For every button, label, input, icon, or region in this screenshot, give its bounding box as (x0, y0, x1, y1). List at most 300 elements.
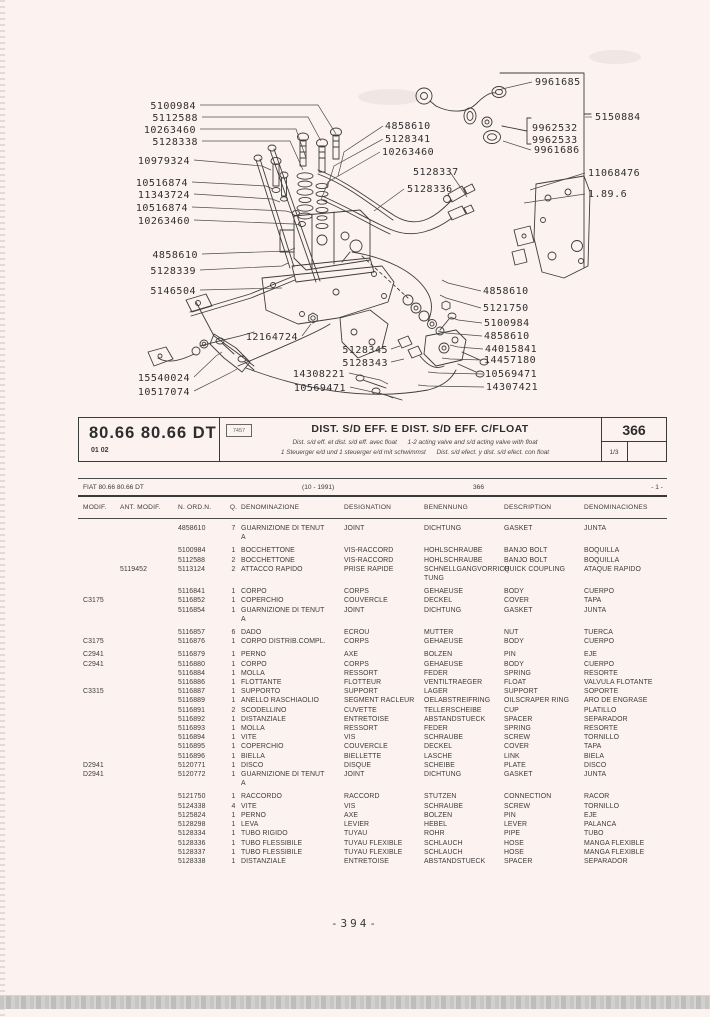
cell-q: 2 (231, 556, 236, 564)
column-header-it: DENOMINAZIONE (241, 504, 300, 511)
cell-de: VENTILTRAEGER (424, 679, 483, 687)
table-row (78, 715, 667, 724)
cell-q: 1 (231, 771, 236, 779)
leader-line (391, 359, 404, 362)
part-number-label: 15540024 (137, 373, 190, 384)
cell-m (83, 829, 120, 838)
cell-it: MOLLA (241, 669, 265, 677)
cell-es: BOQUILLA (584, 547, 620, 555)
cell-it: BIELLA (241, 752, 265, 760)
cell-es: MANGA FLEXIBLE (584, 839, 645, 847)
part-number-label: 10516874 (135, 178, 188, 189)
part-number-label: 1.89.6 (588, 189, 628, 200)
part-number-label: 10263460 (143, 125, 196, 136)
leader-line (530, 173, 585, 190)
cell-m (83, 696, 120, 705)
section-subtitle-2: 1 Steuerger e/d und 1 steuerger e/d mit schwimmst Dist. s/d efect. y dist. s/d efect. con float (280, 449, 550, 456)
table-row (78, 742, 667, 751)
part-number-label: 5128343 (342, 358, 388, 369)
cell-m (83, 792, 120, 801)
cell-en: SPRING (504, 725, 532, 733)
cell-es: TAPA (584, 743, 602, 751)
cell-m (83, 606, 120, 624)
cell-en: BODY (504, 660, 524, 668)
cell-n: 5116876 (178, 638, 206, 646)
info-model: FIAT 80.66 80.66 DT (83, 484, 144, 491)
cell-en: GASKET (504, 771, 533, 779)
leader-line (442, 280, 481, 291)
cell-fr: VIS-RACCORD (344, 547, 394, 555)
parts-diagram (0, 0, 710, 412)
column-header-q: Q. (229, 504, 238, 511)
cell-n: 5116886 (178, 679, 206, 687)
cell-fr: VIS (344, 802, 356, 810)
cell-de: ROHR (424, 830, 445, 838)
cell-es: CUERPO (584, 588, 615, 596)
cell-es: ATAQUE RAPIDO (584, 565, 641, 573)
part-number-label: 10569471 (485, 369, 538, 380)
cell-q: 2 (231, 706, 236, 714)
cell-fr: JOINT (344, 606, 365, 614)
table-header-row (78, 495, 667, 519)
info-sheet-index: - 1 - (651, 484, 663, 491)
part-number-label: 4858610 (152, 250, 198, 261)
cell-es: SOPORTE (584, 688, 619, 696)
cell-it: VITE (241, 802, 257, 810)
cell-de: FEDER (424, 725, 448, 733)
part-number-label: 5121750 (483, 303, 529, 314)
cell-m (83, 811, 120, 820)
cell-it: PERNO (241, 811, 267, 819)
cell-it: ANELLO RASCHIAOLIO (241, 697, 320, 705)
part-number-label: 5100984 (484, 318, 530, 329)
cell-de: GEHAEUSE (424, 660, 464, 668)
cell-en: BANJO BOLT (504, 556, 548, 564)
cell-a (120, 733, 178, 742)
cell-es: BIELA (584, 752, 605, 760)
cell-fr: TUYAU (344, 830, 368, 838)
leader-line (194, 352, 222, 377)
cell-en: PIPE (504, 830, 521, 838)
cell-n: 5116895 (178, 743, 206, 751)
cell-q: 1 (231, 697, 236, 705)
cell-m (83, 802, 120, 811)
table-row (78, 829, 667, 838)
info-page-ref: 366 (473, 484, 485, 491)
cell-en: SPRING (504, 669, 532, 677)
leader-line (200, 288, 282, 290)
cell-q: 1 (231, 743, 236, 751)
cell-en: COVER (504, 597, 530, 605)
cell-n: 5121750 (178, 793, 206, 801)
cell-en: PIN (504, 651, 516, 659)
cell-en: SCREW (504, 734, 531, 742)
cell-n: 5116879 (178, 651, 206, 659)
part-number-label: 44015841 (485, 344, 538, 355)
leader-line (450, 345, 483, 349)
part-number-label: 14308221 (292, 369, 345, 380)
cell-n: 5100984 (178, 547, 206, 555)
leader-line (374, 189, 404, 211)
cell-es: SEPARADOR (584, 857, 628, 865)
cell-q: 1 (231, 761, 236, 769)
cell-m (83, 848, 120, 857)
leader-line (194, 220, 300, 225)
cell-it: DADO (241, 629, 262, 637)
cell-de: SCHLAUCH (424, 839, 463, 847)
cell-fr: AXE (344, 811, 359, 819)
cell-n: 5128337 (178, 848, 206, 856)
cell-m: C3315 (83, 688, 104, 696)
table-row (78, 752, 667, 761)
part-number-label: 10517074 (137, 387, 190, 398)
cell-de: SCHLAUCH (424, 848, 463, 856)
table-row (78, 820, 667, 829)
section-page-ref: 366 (622, 422, 646, 438)
cell-it: TUBO FLESSIBILE (241, 848, 303, 856)
cell-it: MOLLA (241, 725, 265, 733)
part-number-label: 11068476 (588, 168, 641, 179)
cell-a (120, 546, 178, 555)
cell-m (83, 715, 120, 724)
cell-de: HOHLSCHRAUBE (424, 547, 483, 555)
section-title: DIST. S/D EFF. E DIST. S/D EFF. C/FLOAT (311, 423, 529, 435)
cell-de: BOLZEN (424, 651, 453, 659)
cell-n: 5128298 (178, 821, 206, 829)
cell-es: DISCO (584, 761, 607, 769)
column-header-en: DESCRIPTION (504, 504, 552, 511)
cell-it: SCODELLINO (241, 706, 287, 714)
cell-en: HOSE (504, 848, 524, 856)
cell-it: TUBO RIGIDO (241, 830, 288, 838)
cell-en: HOSE (504, 839, 524, 847)
cell-fr: RACCORD (344, 793, 380, 801)
table-body (78, 519, 667, 866)
cell-en: PIN (504, 811, 516, 819)
leader-line (321, 152, 380, 200)
cell-q: 1 (231, 660, 236, 668)
part-number-label: 12164724 (245, 332, 298, 343)
table-row (78, 587, 667, 596)
cell-de: MUTTER (424, 629, 454, 637)
table-row (78, 724, 667, 733)
table-row (78, 857, 667, 866)
cell-a (120, 524, 178, 542)
table-row (78, 546, 667, 555)
cell-es: EJE (584, 651, 597, 659)
cell-en: CONNECTION (504, 793, 552, 801)
cell-n: 5116841 (178, 588, 206, 596)
part-number-label: 4858610 (483, 286, 529, 297)
cell-a (120, 792, 178, 801)
cell-en: BANJO BOLT (504, 547, 548, 555)
cell-fr: COUVERCLE (344, 743, 388, 751)
cell-q: 1 (231, 734, 236, 742)
part-number-label: 5100984 (150, 101, 196, 112)
leader-line (192, 207, 293, 213)
cell-it: CORPO DISTRIB.COMPL. (241, 638, 326, 646)
cell-de: DECKEL (424, 743, 453, 751)
leader-line (524, 194, 585, 203)
cell-n: 5120771 (178, 761, 206, 769)
cell-a (120, 742, 178, 751)
table-row (78, 811, 667, 820)
cell-a (120, 715, 178, 724)
cell-es: JUNTA (584, 771, 607, 779)
cell-a (120, 820, 178, 829)
cell-de: ABSTANDSTUECK (424, 715, 486, 723)
table-row (78, 650, 667, 659)
cell-m (83, 678, 120, 687)
cell-fr: CORPS (344, 660, 370, 668)
cell-de: HOHLSCHRAUBE (424, 556, 483, 564)
cell-m (83, 857, 120, 866)
table-row (78, 706, 667, 715)
part-number-label: 9961686 (534, 145, 580, 156)
info-date-range: (10 - 1991) (302, 484, 335, 491)
cell-fr: JOINT (344, 771, 365, 779)
cell-m: C3175 (83, 638, 104, 646)
header-box (78, 417, 667, 462)
cell-n: 5128338 (178, 857, 206, 865)
cell-m (83, 706, 120, 715)
cell-n: 5113124 (178, 565, 206, 573)
cell-m (83, 669, 120, 678)
cell-de: HEBEL (424, 821, 448, 829)
section-subtitle-1: Dist. s/d eff. et dist. s/d eff. avec float 1-2 acting valve and s/d acting valve with float (292, 439, 538, 446)
part-number-label: 5128341 (385, 134, 431, 145)
cell-fr: FLOTTEUR (344, 679, 382, 687)
cell-en: GASKET (504, 525, 533, 532)
cell-q: 1 (231, 857, 236, 865)
cell-fr: ENTRETOISE (344, 857, 389, 865)
cell-m: C2941 (83, 651, 104, 659)
cell-fr: ENTRETOISE (344, 715, 389, 723)
table-row (78, 687, 667, 696)
cell-a (120, 706, 178, 715)
cell-n: 5112588 (178, 556, 206, 564)
part-number-label: 5146504 (150, 286, 196, 297)
cell-n: 5116893 (178, 725, 206, 733)
cell-fr: VIS-RACCORD (344, 556, 394, 564)
cell-it: PERNO (241, 651, 267, 659)
cell-it: COPERCHIO (241, 743, 284, 751)
cell-de: DICHTUNG (424, 525, 462, 532)
cell-it: BOCCHETTONE (241, 547, 295, 555)
part-number-label: 5128339 (150, 266, 196, 277)
cell-a (120, 761, 178, 770)
cell-q: 1 (231, 848, 236, 856)
table-row (78, 596, 667, 605)
scan-smudge (358, 89, 422, 105)
cell-n: 5116892 (178, 715, 206, 723)
cell-en: SPACER (504, 857, 533, 865)
table-row (78, 792, 667, 801)
cell-q: 1 (231, 547, 236, 555)
cell-es: TUERCA (584, 629, 613, 637)
cell-es: TORNILLO (584, 734, 620, 742)
cell-fr: JOINT (344, 525, 365, 532)
column-header-n: N. ORD.N. (178, 504, 212, 511)
cell-n: 5116884 (178, 669, 206, 677)
leader-line (192, 182, 273, 189)
cell-n: 5120772 (178, 771, 206, 779)
cell-m (83, 820, 120, 829)
cell-a (120, 752, 178, 761)
cell-q: 1 (231, 793, 236, 801)
part-number-label: 10263460 (137, 216, 190, 227)
cell-en: CUP (504, 706, 519, 714)
column-header-m: MODIF. (83, 504, 107, 511)
part-number-label: 10263460 (382, 147, 435, 158)
column-header-a: ANT. MODIF. (120, 504, 161, 511)
cell-es: PLATILLO (584, 706, 617, 714)
leader-line (200, 105, 336, 134)
cell-q: 1 (231, 588, 236, 596)
cell-n: 4858610 (178, 525, 206, 532)
cell-es: TORNILLO (584, 802, 620, 810)
cell-es: TUBO (584, 830, 604, 838)
cell-m (83, 733, 120, 742)
cell-q: 1 (231, 688, 236, 696)
cell-m: C2941 (83, 660, 104, 668)
cell-de: SCHRAUBE (424, 734, 464, 742)
table-row (78, 848, 667, 857)
cell-de: DECKEL (424, 597, 453, 605)
cell-a (120, 660, 178, 669)
cell-de: TELLERSCHEIBE (424, 706, 482, 714)
cell-a (120, 596, 178, 605)
cell-fr: DISQUE (344, 761, 372, 769)
cell-en: FLOAT (504, 679, 527, 687)
cell-fr: TUYAU FLEXIBLE (344, 839, 403, 847)
table-row (78, 770, 667, 788)
part-number-label: 14307421 (486, 382, 539, 393)
cell-n: 5116891 (178, 706, 206, 714)
cell-q: 1 (231, 606, 236, 614)
cell-de: ABSTANDSTUECK (424, 857, 486, 865)
cell-n: 5128334 (178, 830, 206, 838)
cell-en: OILSCRAPER RING (504, 697, 570, 705)
cell-es: BOQUILLA (584, 556, 620, 564)
cell-m (83, 628, 120, 637)
table-row (78, 802, 667, 811)
cell-de: LAGER (424, 688, 448, 696)
cell-it: FLOTTANTE (241, 679, 282, 687)
header-divider (219, 418, 220, 461)
cell-m (83, 587, 120, 596)
cell-q: 4 (231, 802, 236, 810)
cell-a (120, 811, 178, 820)
cell-it: GUARNIZIONE DI TENUT A (241, 771, 325, 788)
cell-a (120, 628, 178, 637)
cell-a (120, 839, 178, 848)
cell-es: RESORTE (584, 725, 618, 733)
cell-it: DISTANZIALE (241, 715, 287, 723)
cell-fr: CUVETTE (344, 706, 377, 714)
leader-line (418, 385, 484, 387)
table-row (78, 637, 667, 646)
cell-q: 1 (231, 752, 236, 760)
cell-en: LEVER (504, 821, 528, 829)
leader-line (194, 160, 271, 170)
cell-de: GEHAEUSE (424, 638, 464, 646)
cell-it: COPERCHIO (241, 597, 284, 605)
table-info-row (78, 478, 667, 495)
cell-en: GASKET (504, 606, 533, 614)
table-row (78, 761, 667, 770)
cell-a (120, 650, 178, 659)
cell-a (120, 802, 178, 811)
cell-it: BOCCHETTONE (241, 556, 295, 564)
cell-a (120, 687, 178, 696)
leader-line (391, 346, 400, 349)
cell-es: ARO DE ENGRASE (584, 697, 648, 705)
sheet-number: 1/3 (601, 442, 628, 462)
cell-es: CUERPO (584, 638, 615, 646)
cell-de: BOLZEN (424, 811, 453, 819)
cell-q: 6 (231, 629, 236, 637)
cell-a (120, 669, 178, 678)
table-row (78, 606, 667, 624)
cell-de: GEHAEUSE (424, 588, 464, 596)
part-number-label: 10516874 (135, 203, 188, 214)
cell-q: 7 (231, 525, 236, 532)
cell-es: CUERPO (584, 660, 615, 668)
part-number-label: 9962533 (532, 135, 578, 146)
cell-fr: SEGMENT RACLEUR (344, 697, 415, 705)
cell-de: SCHNELLGANGVORRICH TUNG (424, 565, 510, 583)
cell-q: 1 (231, 839, 236, 847)
page-number: -394- (330, 917, 380, 930)
part-number-label: 5128336 (407, 184, 453, 195)
leader-line (194, 369, 237, 391)
cell-m (83, 752, 120, 761)
cell-m (83, 742, 120, 751)
table-row (78, 660, 667, 669)
cell-n: 5116894 (178, 734, 206, 742)
model-number: 80.66 80.66 DT (89, 424, 217, 442)
cell-a (120, 556, 178, 565)
part-number-label: 5150884 (595, 112, 641, 123)
cell-fr: BIELLETTE (344, 752, 382, 760)
cell-n: 5116857 (178, 629, 206, 637)
cell-de: FEDER (424, 669, 448, 677)
cell-q: 1 (231, 715, 236, 723)
cell-fr: PRISE RAPIDE (344, 565, 394, 573)
table-row (78, 565, 667, 583)
cell-n: 5116880 (178, 660, 206, 668)
cell-it: TUBO FLESSIBILE (241, 839, 303, 847)
cell-n: 5125824 (178, 811, 206, 819)
cell-fr: SUPPORT (344, 688, 378, 696)
cell-es: PALANCA (584, 821, 617, 829)
cell-fr: ECROU (344, 629, 370, 637)
cell-es: EJE (584, 811, 597, 819)
cell-m (83, 565, 120, 583)
cell-es: RESORTE (584, 669, 618, 677)
cell-it: SUPPORTO (241, 688, 281, 696)
cell-es: SEPARADOR (584, 715, 628, 723)
cell-m: D2941 (83, 761, 104, 769)
cell-n: 5116852 (178, 597, 206, 605)
scan-bottom-artifact (0, 995, 710, 1009)
leader-line (327, 139, 383, 188)
cell-a (120, 696, 178, 705)
table-row (78, 524, 667, 542)
cell-es: RACOR (584, 793, 610, 801)
table-row (78, 696, 667, 705)
